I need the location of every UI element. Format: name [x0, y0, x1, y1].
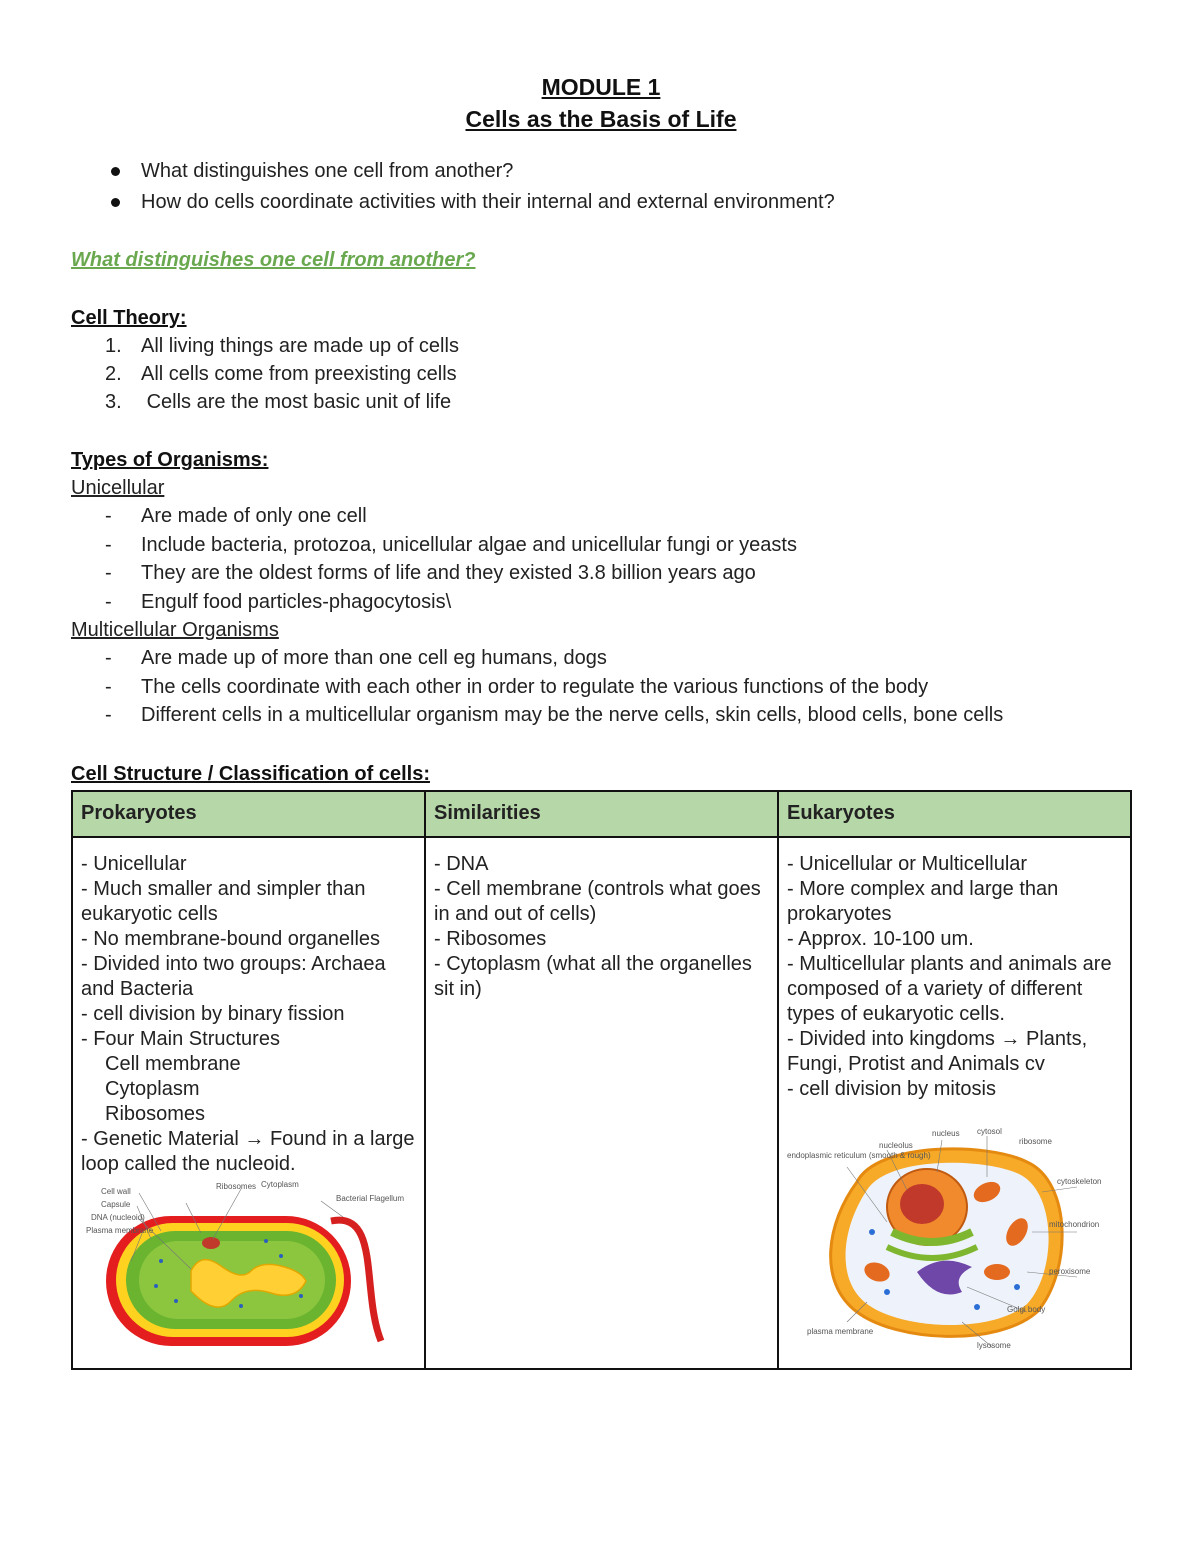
module-title: MODULE 1 — [541, 74, 661, 100]
diagram-label: DNA (nucleoid) — [91, 1212, 145, 1222]
table-header-row — [72, 791, 1131, 837]
unicellular-list — [71, 502, 1131, 616]
cell-theory-list — [71, 332, 1131, 416]
diagram-label: lysosome — [977, 1340, 1011, 1350]
header-prokaryotes: Prokaryotes — [72, 791, 425, 837]
list-item: - Different cells in a multicellular organism may be the nerve cells, skin cells, blood cells, bone cells — [105, 704, 1004, 726]
organisms-heading: Types of Organisms: — [71, 449, 269, 471]
list-item: - Are made up of more than one cell eg humans, dogs — [105, 647, 607, 669]
eukaryote-diagram — [787, 1122, 1117, 1352]
eukaryotes-cell: - Unicellular or Multicellular - More complex and large than prokaryotes - Approx. 10-100 um. - Multicellular plants and animals are composed of a variety of different types of eukaryotic cells. - Divided into kingdoms → Plants, Fungi, Protist and Animals cv - cell division by mitosis endoplasmic reticulum (smooth & rough) nucleolus nucleus cytosol ribosome cytoskeleton mitochondrion peroxisome Golgi body lysosome plasma membrane — [778, 837, 1131, 1369]
diagram-label: mitochondrion — [1049, 1219, 1100, 1229]
header-eukaryotes: Eukaryotes — [778, 791, 1131, 837]
prokaryotes-cell: - Unicellular - Much smaller and simpler than eukaryotic cells - No membrane-bound organelles - Divided into two groups: Archaea and Bacteria - cell division by binary fission - Four Main Structures Cell membrane Cytoplasm Ribosomes - Genetic Material → Found in a large loop called the nucleoid. Cell wall Capsule DNA (nucleoid) Plasma membrane Ribosomes Cytoplasm Bacterial Flagellum — [72, 837, 425, 1369]
question-item: What distinguishes one cell from another? — [71, 156, 1131, 187]
diagram-label: ribosome — [1019, 1136, 1052, 1146]
list-item: - Engulf food particles-phagocytosis\ — [105, 590, 452, 613]
diagram-label: endoplasmic reticulum (smooth & rough) — [787, 1150, 931, 1160]
diagram-label: Plasma membrane — [86, 1225, 154, 1235]
diagram-label: Bacterial Flagellum — [336, 1193, 405, 1203]
diagram-label: nucleus — [932, 1128, 960, 1138]
header-similarities: Similarities — [425, 791, 778, 837]
bullet-icon — [111, 167, 120, 176]
diagram-label: cytosol — [977, 1126, 1002, 1136]
list-item: 3. Cells are the most basic unit of life — [105, 391, 452, 413]
module-subtitle: Cells as the Basis of Life — [465, 106, 737, 132]
classification-heading: Cell Structure / Classification of cells: — [71, 762, 430, 785]
list-item: - They are the oldest forms of life and they existed 3.8 billion years ago — [105, 562, 756, 584]
question-item: How do cells coordinate activities with their internal and external environment? — [71, 187, 1131, 218]
list-item: 2. All cells come from preexisting cells — [105, 363, 457, 385]
list-item: - Include bacteria, protozoa, unicellular algae and unicellular fungi or yeasts — [105, 533, 797, 556]
diagram-label: Golgi body — [1007, 1304, 1046, 1314]
bullet-icon — [111, 198, 120, 207]
list-item: 1. All living things are made up of cells — [105, 335, 459, 357]
multicellular-list — [71, 644, 1131, 730]
diagram-label: Capsule — [101, 1199, 131, 1209]
document-page — [71, 70, 1131, 1370]
diagram-label: cytoskeleton — [1057, 1176, 1102, 1186]
prokaryote-diagram — [81, 1181, 411, 1356]
diagram-label: Cytoplasm — [261, 1180, 299, 1189]
diagram-label: nucleolus — [879, 1140, 913, 1150]
diagram-label: Cell wall — [101, 1186, 131, 1196]
list-item: - Are made of only one cell — [105, 505, 367, 527]
guiding-questions — [71, 156, 1131, 218]
similarities-cell: - DNA - Cell membrane (controls what goes in and out of cells) - Ribosomes - Cytoplasm (what all the organelles sit in) — [425, 837, 778, 1369]
table-row — [72, 837, 1131, 1369]
cell-theory-heading: Cell Theory: — [71, 307, 187, 329]
unicellular-label: Unicellular — [71, 477, 165, 499]
list-item: - The cells coordinate with each other in order to regulate the various functions of the body — [105, 675, 929, 698]
section-heading: What distinguishes one cell from another? — [71, 249, 476, 271]
multicellular-label: Multicellular Organisms — [71, 619, 279, 641]
classification-table — [71, 790, 1132, 1370]
diagram-label: plasma membrane — [807, 1326, 874, 1336]
diagram-label: peroxisome — [1049, 1266, 1091, 1276]
diagram-label: Ribosomes — [216, 1181, 257, 1191]
